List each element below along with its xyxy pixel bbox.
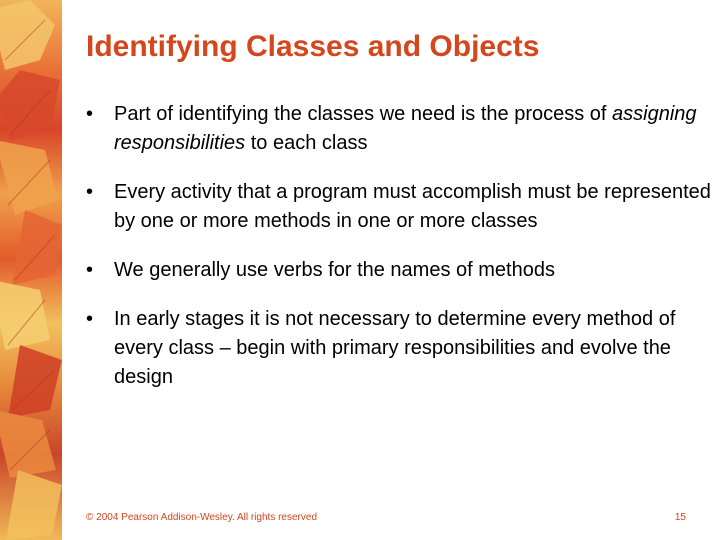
bullet-marker: • (86, 103, 94, 125)
bullet-text-part: to each class (245, 132, 368, 154)
bullet-item (86, 100, 711, 158)
bullet-item (86, 305, 711, 392)
bullet-marker: • (86, 259, 94, 281)
bullet-text: In early stages it is not necessary to determine every method of every class – begin with primary responsibilities and evolve the design (114, 308, 676, 388)
bullet-text: Every activity that a program must accomplish must be represented by one or more methods in one or more classes (114, 181, 711, 232)
bullet-item (86, 256, 711, 285)
bullet-emphasis: assigning responsibilities (114, 103, 697, 154)
bullet-list (86, 100, 711, 412)
page-number: 15 (674, 512, 686, 523)
bullet-marker: • (86, 308, 94, 330)
autumn-leaves-border (0, 0, 62, 540)
autumn-leaves-image (0, 0, 62, 540)
slide-title: Identifying Classes and Objects (86, 30, 540, 63)
bullet-text-part: Part of identifying the classes we need is the process of (114, 103, 613, 125)
bullet-item (86, 178, 711, 236)
bullet-text: We generally use verbs for the names of methods (114, 259, 555, 281)
footer-copyright: © 2004 Pearson Addison-Wesley. All rights reserved (86, 512, 318, 523)
bullet-marker: • (86, 181, 94, 203)
